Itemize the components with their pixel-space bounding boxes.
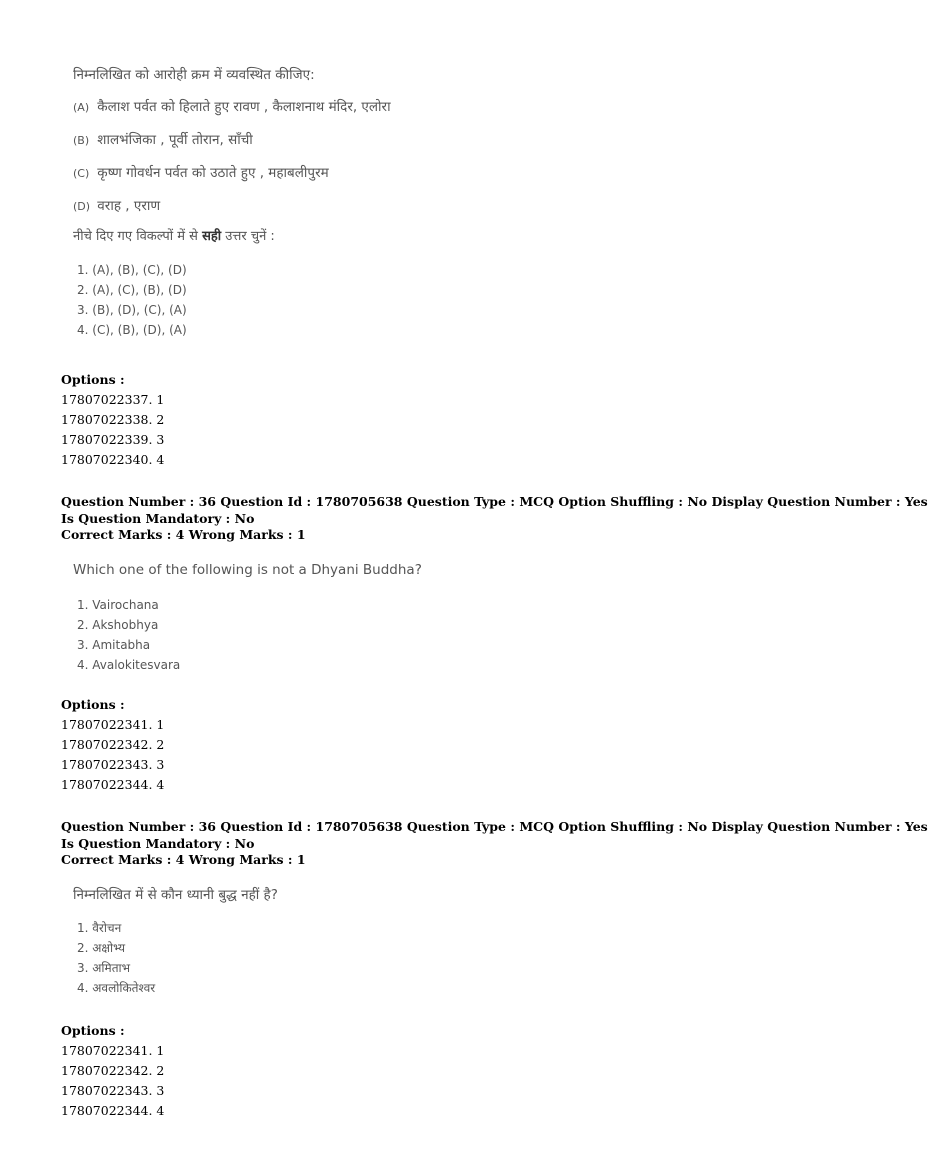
q35-statement-d-text: वराह , एराण bbox=[97, 198, 161, 214]
q36en-choice-4: 4. Avalokitesvara bbox=[77, 658, 181, 672]
q35-statement-c-text: कृष्ण गोवर्धन पर्वत को उठाते हुए , महाबलीपुरम bbox=[97, 165, 329, 181]
q35-choice-1: 1. (A), (B), (C), (D) bbox=[77, 263, 187, 277]
q36en-stem: Which one of the following is not a Dhyani Buddha? bbox=[73, 562, 422, 578]
q36hi-choice-1: 1. वैरोचन bbox=[77, 921, 122, 935]
q35-statement-b-text: शालभंजिका , पूर्वी तोरान, साँची bbox=[97, 132, 253, 148]
q35-statement-d-label: (D) bbox=[73, 200, 91, 213]
q35-prompt-bold: सही bbox=[202, 229, 222, 244]
q36hi-option-4: 17807022344. 4 bbox=[61, 1103, 165, 1118]
q36hi-option-1: 17807022341. 1 bbox=[61, 1043, 165, 1058]
q36en-options bbox=[61, 695, 164, 795]
q36hi-question-image bbox=[73, 886, 278, 998]
q35-choice-3: 3. (B), (D), (C), (A) bbox=[77, 303, 187, 317]
q36hi-choice-2: 2. अक्षोभ्य bbox=[77, 941, 126, 955]
q35-statement-a-text: कैलाश पर्वत को हिलाते हुए रावण , कैलाशनाथ मंदिर, एलोरा bbox=[97, 99, 391, 115]
q35-prompt-before: नीचे दिए गए विकल्पों में से bbox=[73, 229, 203, 244]
q36hi-choice-3: 3. अमिताभ bbox=[77, 961, 131, 975]
q36en-meta-line3: Correct Marks : 4 Wrong Marks : 1 bbox=[61, 527, 306, 542]
q35-prompt bbox=[73, 228, 391, 246]
q36en-option-1: 17807022341. 1 bbox=[61, 717, 165, 732]
q36hi-meta-line2: Is Question Mandatory : No bbox=[61, 835, 255, 851]
q36hi-meta bbox=[61, 819, 928, 869]
q36en-options-heading: Options : bbox=[61, 697, 125, 712]
q35-choice-4: 4. (C), (B), (D), (A) bbox=[77, 323, 187, 337]
q36en-meta-line2: Is Question Mandatory : No bbox=[61, 510, 255, 526]
q36en-meta-line1: Question Number : 36 Question Id : 1780705638 Question Type : MCQ Option Shuffling : No Display Question Number : Yes bbox=[61, 494, 928, 509]
q35-question-image bbox=[73, 66, 391, 340]
q35-statement-a bbox=[73, 98, 391, 117]
q35-choices bbox=[77, 260, 391, 340]
q36hi-options-heading: Options : bbox=[61, 1023, 125, 1038]
q36en-choice-1: 1. Vairochana bbox=[77, 598, 159, 612]
q36en-option-4: 17807022344. 4 bbox=[61, 777, 165, 792]
q36en-option-3: 17807022343. 3 bbox=[61, 757, 165, 772]
q36en-meta bbox=[61, 494, 928, 544]
q35-choice-2: 2. (A), (C), (B), (D) bbox=[77, 283, 187, 297]
q36hi-meta-line1: Question Number : 36 Question Id : 1780705638 Question Type : MCQ Option Shuffling : No Display Question Number : Yes bbox=[61, 819, 928, 834]
q36hi-stem: निम्नलिखित में से कौन ध्यानी बुद्ध नहीं है? bbox=[73, 887, 278, 903]
q35-statement-b-label: (B) bbox=[73, 134, 90, 147]
q36en-question-image bbox=[73, 561, 422, 675]
q36en-option-2: 17807022342. 2 bbox=[61, 737, 165, 752]
q35-options bbox=[61, 370, 164, 470]
q36hi-options bbox=[61, 1021, 164, 1121]
q35-statement-c bbox=[73, 164, 391, 183]
q36hi-choices bbox=[77, 918, 278, 998]
q35-stem: निम्नलिखित को आरोही क्रम में व्यवस्थित कीजिए: bbox=[73, 67, 315, 83]
q35-options-heading: Options : bbox=[61, 372, 125, 387]
q35-option-1: 17807022337. 1 bbox=[61, 392, 165, 407]
q36hi-option-3: 17807022343. 3 bbox=[61, 1083, 165, 1098]
q36en-choice-3: 3. Amitabha bbox=[77, 638, 151, 652]
q35-statement-b bbox=[73, 131, 391, 150]
q36hi-meta-line3: Correct Marks : 4 Wrong Marks : 1 bbox=[61, 852, 306, 867]
q35-statement-c-label: (C) bbox=[73, 167, 90, 180]
q36hi-option-2: 17807022342. 2 bbox=[61, 1063, 165, 1078]
q35-prompt-after: उत्तर चुनें : bbox=[221, 229, 275, 244]
q35-option-3: 17807022339. 3 bbox=[61, 432, 165, 447]
q36en-choice-2: 2. Akshobhya bbox=[77, 618, 159, 632]
q35-option-4: 17807022340. 4 bbox=[61, 452, 165, 467]
q35-statement-a-label: (A) bbox=[73, 101, 90, 114]
q35-option-2: 17807022338. 2 bbox=[61, 412, 165, 427]
q36hi-choice-4: 4. अवलोकितेश्वर bbox=[77, 981, 156, 995]
q35-statement-d bbox=[73, 197, 391, 216]
q36en-choices bbox=[77, 595, 422, 675]
